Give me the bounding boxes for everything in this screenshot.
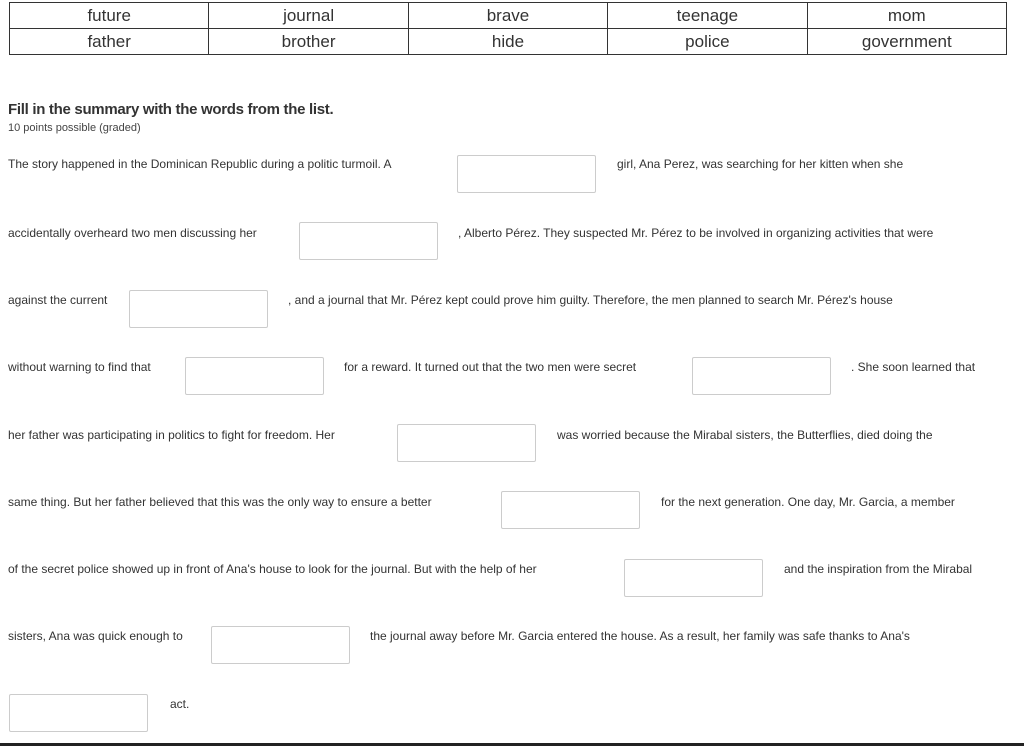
passage-text: act. [170,697,190,711]
word-bank-row [10,29,1007,55]
blank-input-9[interactable] [211,626,350,664]
blank-input-4[interactable] [185,357,324,395]
word-bank-cell: brother [209,29,408,55]
points-label: 10 points possible (graded) [8,122,141,134]
word-bank-row [10,3,1007,29]
word-bank-cell: government [807,29,1006,55]
passage-text: . She soon learned that [851,360,976,374]
passage-text: , Alberto Pérez. They suspected Mr. Pérez to be involved in organizing activities that were [458,226,934,240]
blank-input-1[interactable] [457,155,596,193]
word-bank-cell: journal [209,3,408,29]
passage-text: accidentally overheard two men discussing her [8,226,257,240]
passage-text: her father was participating in politics to fight for freedom. Her [8,428,335,442]
passage-text: of the secret police showed up in front of Ana's house to look for the journal. But with the help of her [8,562,537,576]
blank-input-5[interactable] [692,357,831,395]
word-bank-cell: teenage [608,3,807,29]
word-bank-table [9,2,1007,55]
question-heading: Fill in the summary with the words from the list. [8,101,334,118]
passage-text: against the current [8,293,108,307]
blank-input-6[interactable] [397,424,536,462]
blank-input-7[interactable] [501,491,640,529]
passage-text: without warning to find that [8,360,151,374]
word-bank-cell: mom [807,3,1006,29]
word-bank-cell: father [10,29,209,55]
word-bank-cell: police [608,29,807,55]
passage-text: sisters, Ana was quick enough to [8,629,183,643]
passage-text: girl, Ana Perez, was searching for her kitten when she [617,157,904,171]
blank-input-10[interactable] [9,694,148,732]
passage-text: The story happened in the Dominican Republic during a politic turmoil. A [8,157,392,171]
word-bank-cell: hide [408,29,607,55]
passage-text: for the next generation. One day, Mr. Garcia, a member [661,495,955,509]
blank-input-8[interactable] [624,559,763,597]
passage-text: and the inspiration from the Mirabal [784,562,973,576]
passage-text: same thing. But her father believed that this was the only way to ensure a better [8,495,432,509]
passage-text: , and a journal that Mr. Pérez kept could prove him guilty. Therefore, the men planned to search Mr. Pérez's house [288,293,893,307]
blank-input-2[interactable] [299,222,438,260]
passage-text: was worried because the Mirabal sisters, the Butterflies, died doing the [557,428,933,442]
bottom-divider [0,743,1024,746]
word-bank-cell: future [10,3,209,29]
word-bank-cell: brave [408,3,607,29]
passage-text: for a reward. It turned out that the two men were secret [344,360,637,374]
passage-text: the journal away before Mr. Garcia entered the house. As a result, her family was safe thanks to Ana's [370,629,910,643]
blank-input-3[interactable] [129,290,268,328]
